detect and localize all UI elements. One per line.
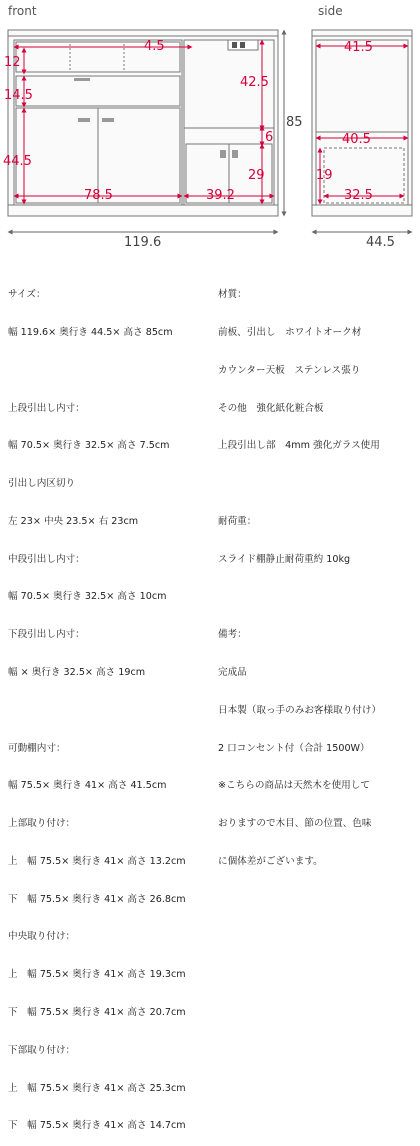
side-view-label: side (318, 4, 343, 18)
spec-line: 下部取り付け： (8, 1044, 76, 1056)
spec-line: 下 幅 75.5× 奥行き 41× 高さ 20.7cm (8, 1007, 186, 1019)
dim-label-44-5: 44.5 (3, 154, 32, 169)
spec-line: 上部取り付け： (8, 818, 76, 830)
dim-label-14-5: 14.5 (4, 88, 33, 103)
spec-line: スライド棚静止耐荷重約 10kg (218, 553, 351, 565)
spec-line (8, 705, 186, 718)
dim-label-12: 12 (4, 55, 21, 70)
specs-left (8, 264, 186, 1146)
side-dim-label-44-5: 44.5 (366, 235, 395, 250)
spec-line: 幅 70.5× 奥行き 32.5× 高さ 7.5cm (8, 440, 170, 452)
spec-line: 耐荷重： (218, 515, 257, 527)
side-dim-label-19: 19 (316, 168, 333, 183)
front-cabinet-outline (8, 30, 278, 216)
dim-label-78-5: 78.5 (84, 188, 113, 203)
spec-line: その他 強化紙化粧合板 (218, 402, 324, 414)
spec-line (8, 365, 186, 378)
spec-line: ※こちらの商品は天然木を使用して (218, 780, 370, 792)
spec-line: 可動棚内寸： (8, 742, 66, 754)
side-dim-label-32-5: 32.5 (344, 188, 373, 203)
spec-line: 日本製（取っ手のみお客様取り付け） (218, 704, 382, 716)
spec-line: 引出し内区切り (8, 478, 76, 490)
spec-line: 幅 75.5× 奥行き 41× 高さ 41.5cm (8, 780, 167, 792)
spec-line: サイズ： (8, 289, 46, 301)
spec-line: 2 口コンセント付（合計 1500W） (218, 742, 370, 754)
side-dim-label-41-5: 41.5 (344, 40, 373, 55)
spec-line: 下 幅 75.5× 奥行き 41× 高さ 26.8cm (8, 893, 186, 905)
spec-line: 上 幅 75.5× 奥行き 41× 高さ 25.3cm (8, 1082, 186, 1094)
spec-line: 上 幅 75.5× 奥行き 41× 高さ 19.3cm (8, 969, 186, 981)
spec-line: おりますので木目、節の位置、色味 (218, 818, 372, 830)
dim-label-42-5: 42.5 (240, 75, 269, 90)
dim-label-6: 6 (265, 130, 274, 145)
spec-line: 完成品 (218, 667, 247, 678)
spec-line: カウンター天板 ステンレス張り (218, 364, 361, 376)
spec-line: 中央取り付け： (8, 931, 76, 943)
spec-line: 中段引出し内寸： (8, 553, 85, 565)
spec-line (218, 478, 381, 491)
dim-label-85: 85 (286, 115, 303, 130)
side-dim-label-40-5: 40.5 (342, 132, 371, 147)
spec-line: に個体差がございます。 (218, 855, 323, 867)
power-outlet-icon (228, 40, 258, 50)
spec-line: 上段引出し部 4mm 強化ガラス使用 (218, 440, 380, 452)
spec-line: 下段引出し内寸： (8, 629, 85, 641)
dim-label-29: 29 (248, 168, 265, 183)
spec-line: 幅 119.6× 奥行き 44.5× 高さ 85cm (8, 326, 173, 338)
spec-line: 幅 70.5× 奥行き 32.5× 高さ 10cm (8, 591, 167, 603)
dim-label-4-5: 4.5 (144, 39, 165, 54)
spec-line: 上段引出し内寸： (8, 402, 85, 414)
spec-line: 左 23× 中央 23.5× 右 23cm (8, 515, 139, 527)
spec-line: 上 幅 75.5× 奥行き 41× 高さ 13.2cm (8, 855, 186, 867)
spec-line: 材質： (218, 289, 247, 301)
spec-line: 幅 × 奥行き 32.5× 高さ 19cm (8, 667, 146, 678)
spec-line: 下 幅 75.5× 奥行き 41× 高さ 14.7cm (8, 1120, 186, 1132)
spec-line: 備考： (218, 629, 247, 641)
furniture-diagram (0, 0, 420, 250)
specs-right (218, 264, 381, 881)
front-view-label: front (8, 4, 37, 18)
dim-label-119-6: 119.6 (124, 235, 162, 250)
dim-label-39-2: 39.2 (206, 188, 235, 203)
spec-line (218, 591, 381, 604)
spec-line: 前板、引出し ホワイトオーク材 (218, 326, 362, 338)
